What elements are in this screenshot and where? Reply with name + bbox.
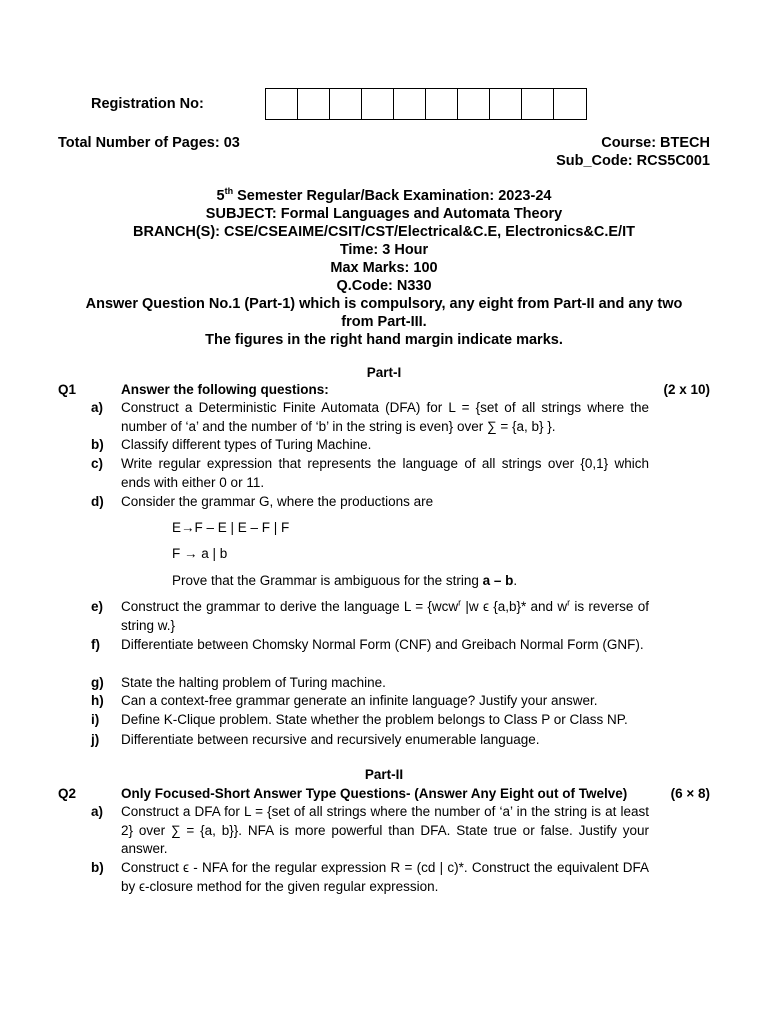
registration-box[interactable]	[554, 89, 586, 119]
registration-row	[91, 88, 587, 120]
time: Time: 3 Hour	[339, 242, 429, 258]
sub-code: Sub_Code: RCS5C001	[556, 153, 710, 169]
instruction-line-1: Answer Question No.1 (Part-1) which is compulsory, any eight from Part-II and any two	[85, 296, 683, 312]
question-item: i) Define K-Clique problem. State whether the problem belongs to Class P or Class NP.	[91, 712, 628, 727]
part-1-title: Part-I	[366, 365, 402, 380]
registration-box[interactable]	[266, 89, 298, 119]
q2-marks: (6 × 8)	[670, 786, 710, 801]
course: Course: BTECH	[601, 135, 710, 151]
q-code: Q.Code: N330	[336, 278, 432, 294]
instruction-line-3: The figures in the right hand margin indicate marks.	[205, 332, 563, 348]
registration-box[interactable]	[394, 89, 426, 119]
grammar-rule-1: E→F – E | E – F | F	[172, 520, 290, 535]
question-item: c) Write regular expression that represents the language of all strings over {0,1} which ends with either 0 or 11.	[91, 456, 649, 490]
q2-number: Q2	[58, 786, 77, 801]
part-2-title: Part-II	[364, 767, 404, 782]
max-marks: Max Marks: 100	[330, 260, 438, 276]
registration-box[interactable]	[426, 89, 458, 119]
question-item: b) Classify different types of Turing Machine.	[91, 437, 372, 452]
registration-box[interactable]	[490, 89, 522, 119]
q1-title: Answer the following questions:	[121, 382, 329, 397]
registration-box[interactable]	[330, 89, 362, 119]
question-item: a) Construct a DFA for L = {set of all strings where the number of ‘a’ in the string is at least 2} over ∑ = {a, b}}. NFA is more powerful than DFA. State true or false. Justify your answer.	[91, 804, 649, 856]
grammar-rule-2: F → a | b	[172, 546, 228, 561]
question-item: g) State the halting problem of Turing machine.	[91, 675, 386, 690]
question-item: a) Construct a Deterministic Finite Automata (DFA) for L = {set of all strings where the number of ‘a’ and the number of ‘b’ in the string is even} over ∑ = {a, b} }.	[91, 400, 649, 434]
question-item: f) Differentiate between Chomsky Normal Form (CNF) and Greibach Normal Form (GNF).	[91, 637, 644, 652]
q1-number: Q1	[58, 382, 77, 397]
question-item: e) Construct the grammar to derive the language L = {wcw$^r$ |w ϵ {a,b}* and $w^r$ is reverse of string w.}	[91, 597, 649, 633]
question-item: b) Construct ϵ - NFA for the regular expression R = (cd | c)*. Construct the equivalent DFA by ϵ-closure method for the given regular expression.	[91, 860, 649, 894]
question-item: j) Differentiate between recursive and recursively enumerable language.	[91, 732, 540, 747]
instruction-line-2: from Part-III.	[341, 314, 427, 330]
registration-box[interactable]	[458, 89, 490, 119]
exam-header	[58, 187, 710, 349]
registration-box[interactable]	[362, 89, 394, 119]
q1-marks: (2 x 10)	[663, 382, 710, 397]
branch: BRANCH(S): CSE/CSEAIME/CSIT/CST/Electrical&C.E, Electronics&C.E/IT	[133, 224, 635, 240]
registration-label: Registration No:	[91, 95, 204, 112]
registration-boxes[interactable]	[265, 88, 587, 120]
question-item: h) Can a context-free grammar generate an infinite language? Justify your answer.	[91, 693, 598, 708]
registration-box[interactable]	[522, 89, 554, 119]
total-pages: Total Number of Pages: 03	[58, 135, 240, 151]
subject: SUBJECT: Formal Languages and Automata Theory	[205, 206, 563, 222]
exam-title: 5th Semester Regular/Back Examination: 2023-24	[216, 186, 552, 204]
q2-title: Only Focused-Short Answer Type Questions- (Answer Any Eight out of Twelve)	[121, 786, 628, 801]
question-item: d) Consider the grammar G, where the productions are	[91, 494, 434, 509]
grammar-prove: Prove that the Grammar is ambiguous for the string a – b.	[172, 573, 518, 588]
registration-box[interactable]	[298, 89, 330, 119]
